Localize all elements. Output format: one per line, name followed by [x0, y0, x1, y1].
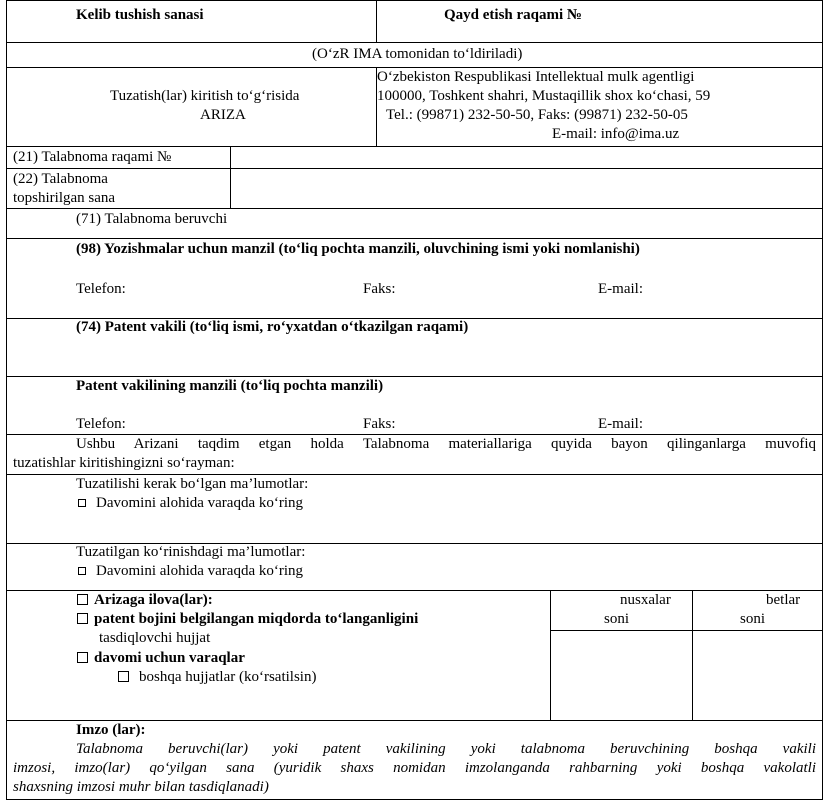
corrected-checkbox[interactable]: [78, 567, 86, 575]
application-number-value-cell[interactable]: [230, 146, 823, 169]
fee-document-checkbox[interactable]: [77, 613, 88, 624]
copies-count-header-line2: soni: [604, 611, 630, 627]
filled-by-note: (O‘zR IMA tomonidan to‘ldiriladi): [312, 46, 523, 62]
correspondence-fax-label: Faks:: [363, 281, 396, 297]
data-to-correct-title: Tuzatilishi kerak bo‘lgan ma’lumotlar:: [76, 476, 309, 492]
to-correct-checkbox[interactable]: [78, 499, 86, 507]
received-date-label: Kelib tushish sanasi: [76, 7, 204, 23]
attorney-email-label: E-mail:: [598, 416, 643, 432]
title-cell: [6, 67, 377, 147]
request-line1: Ushbu Arizani taqdim etgan holda Talabnoma materiallariga quyida bayon qilinganlarga muvofiq: [76, 436, 816, 452]
copies-count-header-line1: nusxalar: [620, 592, 671, 608]
signature-note-line2: imzosi, imzo(lar) qo‘yilgan sana (yuridik shaxs nomidan imzolanganda rahbarning yoki boshqa vakolatli: [13, 760, 816, 776]
sheets-value-cell[interactable]: [692, 630, 823, 721]
attorney-fax-label: Faks:: [363, 416, 396, 432]
sheets-count-header-line1: betlar: [766, 592, 801, 608]
agency-address: 100000, Toshkent shahri, Mustaqillik shox ko‘chasi, 59: [377, 88, 711, 104]
filing-date-label-line2: topshirilgan sana: [13, 190, 116, 206]
attorney-address-label: Patent vakilining manzili (to‘liq pochta manzili): [76, 378, 384, 394]
fee-document-label-line1: patent bojini belgilangan miqdorda to‘langanligini: [94, 611, 419, 627]
patent-attorney-label: (74) Patent vakili (to‘liq ismi, ro‘yxatdan o‘tkazilgan raqami): [76, 319, 469, 335]
agency-phones: Tel.: (99871) 232-50-50, Faks: (99871) 232-50-05: [386, 107, 688, 123]
to-correct-option-label: Davomini alohida varaqda ko‘ring: [96, 495, 304, 511]
corrected-option-label: Davomini alohida varaqda ko‘ring: [96, 563, 304, 579]
correspondence-phone-label: Telefon:: [76, 281, 126, 297]
sheets-count-header-line2: soni: [740, 611, 766, 627]
filing-date-label-line1: (22) Talabnoma: [13, 171, 108, 187]
attachments-checkbox[interactable]: [77, 594, 88, 605]
signature-note-line3: shaxsning imzosi muhr bilan tasdiqlanadi): [13, 779, 269, 795]
fee-document-label-line2: tasdiqlovchi hujjat: [99, 630, 211, 646]
request-line2: tuzatishlar kiritishingizni so‘rayman:: [13, 455, 235, 471]
attorney-phone-label: Telefon:: [76, 416, 126, 432]
copies-value-cell[interactable]: [550, 630, 693, 721]
correspondence-address-label: (98) Yozishmalar uchun manzil (to‘liq pochta manzili, oluvchining ismi yoki nomlanishi): [76, 241, 640, 257]
other-documents-label: boshqa hujjatlar (ko‘rsatilsin): [139, 669, 317, 685]
corrected-data-title: Tuzatilgan ko‘rinishdagi ma’lumotlar:: [76, 544, 306, 560]
filing-date-value-cell[interactable]: [230, 168, 823, 209]
form-title-line1: Tuzatish(lar) kiritish to‘g‘risida: [110, 88, 300, 104]
agency-name: O‘zbekiston Respublikasi Intellektual mulk agentligi: [377, 69, 695, 85]
signature-note-line1: Talabnoma beruvchi(lar) yoki patent vakilining yoki talabnoma beruvchining boshqa vakili: [76, 741, 816, 757]
agency-email: E-mail: info@ima.uz: [552, 126, 680, 142]
continuation-sheets-checkbox[interactable]: [77, 652, 88, 663]
form-title-line2: ARIZA: [200, 107, 246, 123]
signature-title: Imzo (lar):: [76, 722, 146, 738]
other-documents-checkbox[interactable]: [118, 671, 129, 682]
applicant-label: (71) Talabnoma beruvchi: [76, 211, 228, 227]
registration-number-label: Qayd etish raqami №: [444, 7, 582, 23]
application-number-label: (21) Talabnoma raqami №: [13, 149, 172, 165]
correspondence-email-label: E-mail:: [598, 281, 643, 297]
attachments-title: Arizaga ilova(lar):: [94, 592, 213, 608]
continuation-sheets-label: davomi uchun varaqlar: [94, 650, 245, 666]
